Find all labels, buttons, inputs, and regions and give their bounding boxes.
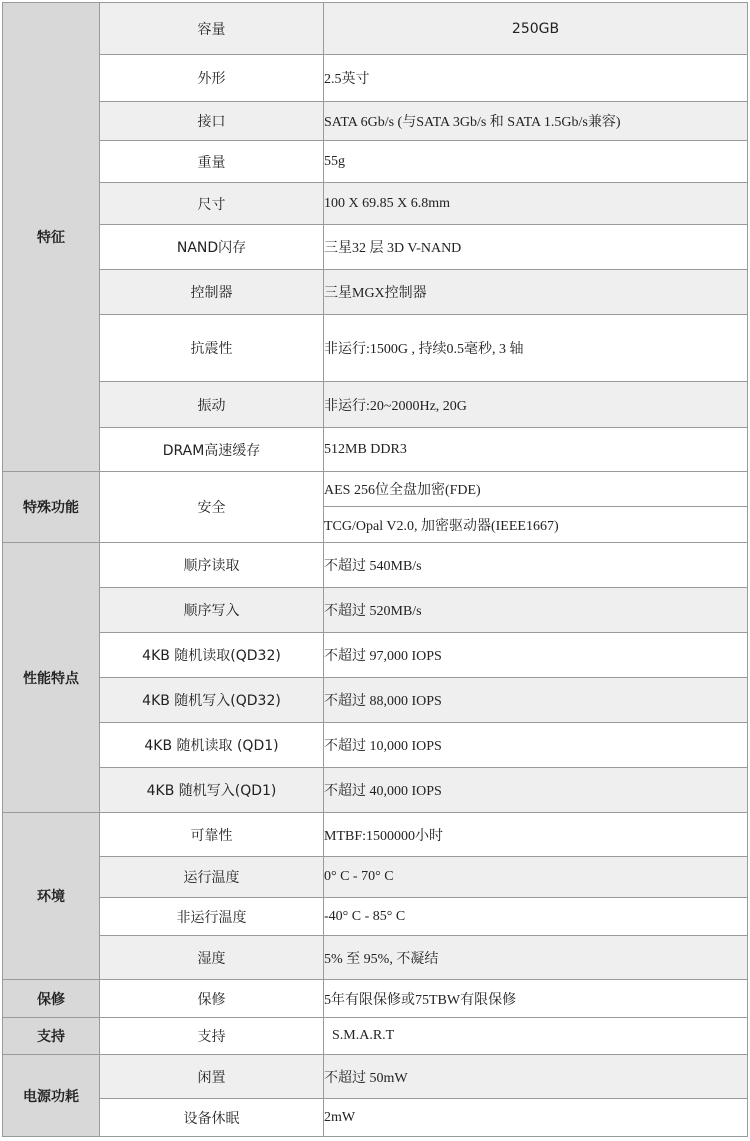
table-row	[3, 898, 748, 936]
table-row	[3, 3, 748, 55]
table-row	[3, 382, 748, 428]
row-value: 2.5英寸	[324, 55, 748, 102]
spec-table	[2, 2, 748, 1137]
row-value: 0° C - 70° C	[324, 857, 748, 898]
row-value: 非运行:1500G , 持续0.5毫秒, 3 轴	[324, 315, 748, 382]
row-label: 尺寸	[100, 183, 324, 225]
row-value: 5年有限保修或75TBW有限保修	[324, 980, 748, 1018]
row-value: 不超过 520MB/s	[324, 588, 748, 633]
table-row	[3, 768, 748, 813]
table-row	[3, 1018, 748, 1055]
category-environment: 环境	[3, 813, 100, 980]
row-label: 接口	[100, 102, 324, 141]
table-row	[3, 588, 748, 633]
row-value: 512MB DDR3	[324, 428, 748, 472]
table-row	[3, 315, 748, 382]
table-row	[3, 141, 748, 183]
row-value: 不超过 540MB/s	[324, 543, 748, 588]
row-label: 可靠性	[100, 813, 324, 857]
category-performance: 性能特点	[3, 543, 100, 813]
table-row	[3, 55, 748, 102]
table-row	[3, 183, 748, 225]
table-row	[3, 813, 748, 857]
row-label: 设备休眠	[100, 1099, 324, 1137]
category-support: 支持	[3, 1018, 100, 1055]
row-value: 非运行:20~2000Hz, 20G	[324, 382, 748, 428]
row-label: 4KB 随机读取 (QD1)	[100, 723, 324, 768]
row-value: 三星32 层 3D V-NAND	[324, 225, 748, 270]
row-value: -40° C - 85° C	[324, 898, 748, 936]
row-label: 重量	[100, 141, 324, 183]
row-label: 闲置	[100, 1055, 324, 1099]
table-row	[3, 225, 748, 270]
row-value: 不超过 88,000 IOPS	[324, 678, 748, 723]
row-value: MTBF:1500000小时	[324, 813, 748, 857]
row-value: AES 256位全盘加密(FDE)	[324, 472, 748, 507]
table-row	[3, 472, 748, 507]
table-row	[3, 723, 748, 768]
table-row	[3, 428, 748, 472]
category-special: 特殊功能	[3, 472, 100, 543]
row-label: 顺序写入	[100, 588, 324, 633]
row-value: 100 X 69.85 X 6.8mm	[324, 183, 748, 225]
table-row	[3, 980, 748, 1018]
category-power: 电源功耗	[3, 1055, 100, 1137]
row-value: 不超过 50mW	[324, 1055, 748, 1099]
row-label: 支持	[100, 1018, 324, 1055]
capacity-label: 容量	[100, 3, 324, 55]
row-label: 湿度	[100, 936, 324, 980]
capacity-value: 250GB	[324, 3, 748, 55]
row-value: 5% 至 95%, 不凝结	[324, 936, 748, 980]
table-row	[3, 1055, 748, 1099]
category-warranty: 保修	[3, 980, 100, 1018]
row-label: 外形	[100, 55, 324, 102]
row-value: S.M.A.R.T	[324, 1018, 748, 1055]
table-row	[3, 936, 748, 980]
row-value: 不超过 10,000 IOPS	[324, 723, 748, 768]
table-row	[3, 633, 748, 678]
row-label: 保修	[100, 980, 324, 1018]
row-label: 抗震性	[100, 315, 324, 382]
table-row	[3, 857, 748, 898]
table-row	[3, 678, 748, 723]
table-row	[3, 270, 748, 315]
row-value: SATA 6Gb/s (与SATA 3Gb/s 和 SATA 1.5Gb/s兼容)	[324, 102, 748, 141]
row-label: 非运行温度	[100, 898, 324, 936]
table-row	[3, 543, 748, 588]
row-value: 55g	[324, 141, 748, 183]
row-label: 4KB 随机写入(QD32)	[100, 678, 324, 723]
row-label: DRAM高速缓存	[100, 428, 324, 472]
row-label: 4KB 随机读取(QD32)	[100, 633, 324, 678]
row-label: 安全	[100, 472, 324, 543]
row-value: 不超过 97,000 IOPS	[324, 633, 748, 678]
table-row	[3, 1099, 748, 1137]
row-value: TCG/Opal V2.0, 加密驱动器(IEEE1667)	[324, 507, 748, 543]
row-value: 2mW	[324, 1099, 748, 1137]
row-label: 运行温度	[100, 857, 324, 898]
row-label: 控制器	[100, 270, 324, 315]
row-value: 三星MGX控制器	[324, 270, 748, 315]
row-label: 4KB 随机写入(QD1)	[100, 768, 324, 813]
row-value: 不超过 40,000 IOPS	[324, 768, 748, 813]
table-row	[3, 102, 748, 141]
row-label: NAND闪存	[100, 225, 324, 270]
row-label: 顺序读取	[100, 543, 324, 588]
row-label: 振动	[100, 382, 324, 428]
category-features: 特征	[3, 3, 100, 472]
